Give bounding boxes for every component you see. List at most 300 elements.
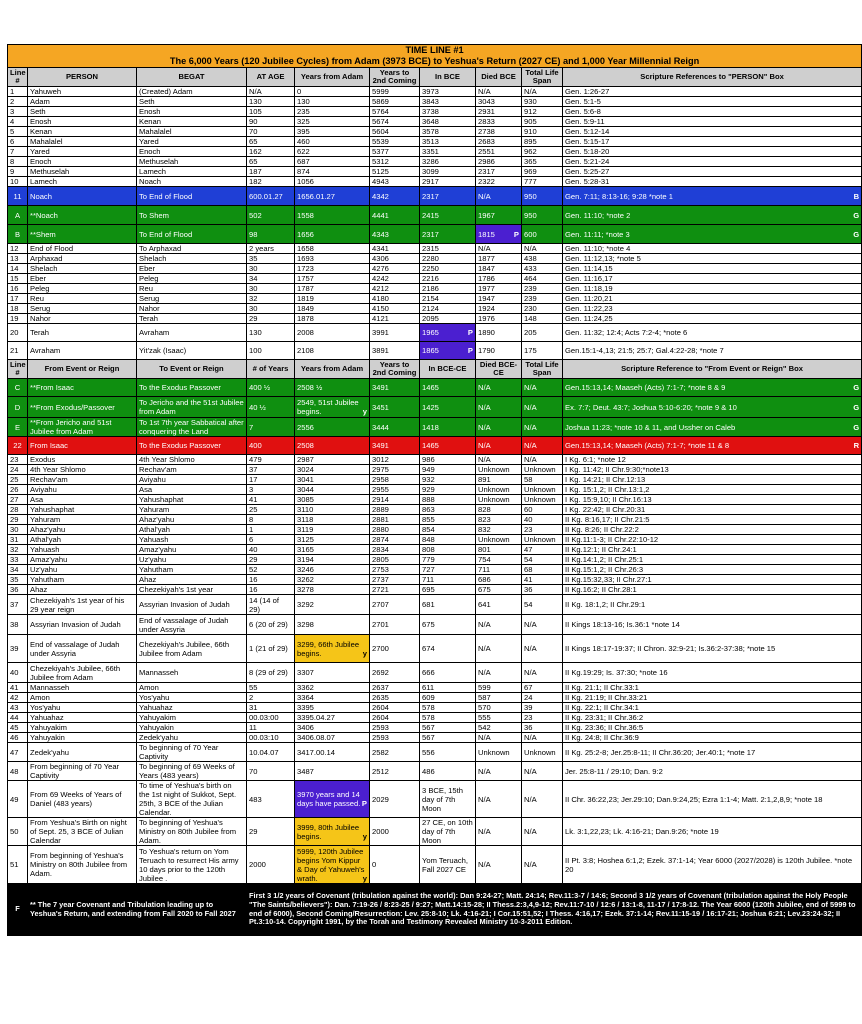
table-row bbox=[8, 254, 862, 264]
cell-text: 600.01.27 bbox=[249, 191, 283, 201]
cell-i bbox=[563, 187, 862, 206]
cell-a bbox=[28, 585, 137, 595]
cell-text: 11 bbox=[249, 723, 257, 732]
cell-text: 30 bbox=[249, 304, 258, 313]
cell-e bbox=[370, 505, 420, 515]
cell-text: Ahaz bbox=[30, 585, 48, 594]
cell-text: 67 bbox=[524, 683, 533, 692]
cell-b bbox=[137, 147, 247, 157]
cell-e bbox=[370, 157, 420, 167]
cell-h bbox=[522, 595, 563, 615]
cell-text: 36 bbox=[10, 585, 19, 594]
cell-text: 17 bbox=[249, 475, 258, 484]
cell-text: 35 bbox=[10, 575, 19, 584]
cell-text: 1 (21 of 29) bbox=[249, 644, 288, 653]
cell-text: 483 bbox=[249, 794, 262, 804]
cell-text: 2317 bbox=[478, 167, 495, 176]
cell-a bbox=[28, 762, 137, 781]
cell-b bbox=[137, 505, 247, 515]
cell-a bbox=[28, 294, 137, 304]
cell-n bbox=[8, 167, 28, 177]
column-header: Died BCE bbox=[476, 68, 522, 87]
footer-tag: F bbox=[8, 884, 28, 936]
cell-text: 666 bbox=[422, 668, 435, 677]
cell-n bbox=[8, 615, 28, 635]
cell-text: 855 bbox=[422, 515, 435, 524]
cell-text: Uz'yahu bbox=[30, 565, 58, 574]
cell-text: II Kg. 18:1,2; II Chr.29:1 bbox=[565, 600, 646, 609]
cell-d bbox=[295, 177, 370, 187]
cell-text: 40 bbox=[249, 545, 258, 554]
cell-c bbox=[247, 147, 295, 157]
cell-i bbox=[563, 575, 862, 585]
cell-text: Yahushaphat bbox=[30, 505, 75, 514]
cell-c bbox=[247, 304, 295, 314]
cell-text: 687 bbox=[297, 157, 310, 166]
cell-text: Gen. 5:18-20 bbox=[565, 147, 610, 156]
cell-h bbox=[522, 525, 563, 535]
cell-g bbox=[476, 846, 522, 884]
cell-text: Methuselah bbox=[139, 157, 179, 166]
cell-f bbox=[420, 304, 476, 314]
cell-f bbox=[420, 485, 476, 495]
cell-text: 3307 bbox=[297, 668, 314, 677]
cell-a bbox=[28, 525, 137, 535]
cell-a bbox=[28, 683, 137, 693]
cell-f bbox=[420, 575, 476, 585]
cell-b bbox=[137, 743, 247, 762]
table-row bbox=[8, 575, 862, 585]
cell-b bbox=[137, 635, 247, 663]
cell-text: 2000 bbox=[372, 827, 389, 836]
cell-f bbox=[420, 495, 476, 505]
cell-text: Gen. 7:11; 8:13-16; 9:28 *note 1 bbox=[565, 191, 673, 201]
cell-d bbox=[295, 515, 370, 525]
cell-text: 1924 bbox=[478, 304, 495, 313]
cell-text: N/A bbox=[478, 383, 491, 392]
table-row bbox=[8, 683, 862, 693]
table-row bbox=[8, 545, 862, 555]
cell-text: 567 bbox=[422, 733, 435, 742]
cell-e bbox=[370, 187, 420, 206]
cell-h bbox=[522, 505, 563, 515]
cell-h bbox=[522, 418, 563, 437]
cell-text: N/A bbox=[478, 455, 491, 464]
cell-text: 2556 bbox=[297, 422, 314, 432]
cell-b bbox=[137, 206, 247, 225]
cell-i bbox=[563, 418, 862, 437]
cell-n bbox=[8, 254, 28, 264]
cell-g bbox=[476, 683, 522, 693]
cell-text: Amaz'yahu bbox=[139, 545, 177, 554]
cell-b bbox=[137, 525, 247, 535]
cell-text: 4150 bbox=[372, 304, 389, 313]
cell-text: N/A bbox=[478, 191, 491, 201]
cell-text: 16 bbox=[249, 585, 258, 594]
cell-text: Gen. 5:12-14 bbox=[565, 127, 610, 136]
cell-c bbox=[247, 781, 295, 818]
cell-text: 18 bbox=[10, 304, 19, 313]
cell-d bbox=[295, 545, 370, 555]
cell-text: 2914 bbox=[372, 495, 389, 504]
cell-text: 874 bbox=[297, 167, 310, 176]
cell-text: 0 bbox=[297, 87, 302, 96]
cell-text: 570 bbox=[478, 703, 491, 712]
cell-text: II Kg. 21:1; II Chr.33:1 bbox=[565, 683, 639, 692]
cell-text: 2874 bbox=[372, 535, 389, 544]
table-row bbox=[8, 525, 862, 535]
table-row bbox=[8, 515, 862, 525]
cell-text: 5674 bbox=[372, 117, 389, 126]
cell-text: Gen. 1:26-27 bbox=[565, 87, 610, 96]
cell-text: 711 bbox=[422, 575, 435, 584]
cell-g bbox=[476, 225, 522, 244]
cell-c bbox=[247, 127, 295, 137]
cell-text: 3292 bbox=[297, 600, 314, 609]
cell-text: 54 bbox=[524, 555, 533, 564]
table-row bbox=[8, 555, 862, 565]
cell-text: 1465 bbox=[422, 383, 439, 392]
cell-text: N/A bbox=[478, 668, 491, 677]
cell-h bbox=[522, 555, 563, 565]
cell-h bbox=[522, 615, 563, 635]
cell-text: 1658 bbox=[297, 244, 314, 253]
cell-text: 854 bbox=[422, 525, 435, 534]
cell-text: I Kg. 22:42; II Chr.20:31 bbox=[565, 505, 646, 514]
cell-text: 2700 bbox=[372, 644, 389, 653]
cell-text: End of Flood bbox=[30, 244, 74, 253]
cell-text: Unknown bbox=[478, 495, 510, 504]
cell-a bbox=[28, 437, 137, 455]
cell-n bbox=[8, 157, 28, 167]
cell-text: Mahalalel bbox=[30, 137, 63, 146]
cell-text: Yahuyakim bbox=[139, 713, 177, 722]
cell-text: 969 bbox=[524, 167, 537, 176]
cell-i bbox=[563, 515, 862, 525]
cell-text: 2582 bbox=[372, 747, 389, 757]
cell-c bbox=[247, 455, 295, 465]
cell-c bbox=[247, 244, 295, 254]
cell-d bbox=[295, 683, 370, 693]
cell-f bbox=[420, 475, 476, 485]
cell-text: 1847 bbox=[478, 264, 495, 273]
cell-f bbox=[420, 585, 476, 595]
cell-text: Peleg bbox=[139, 274, 159, 283]
cell-text: N/A bbox=[524, 827, 537, 836]
cell-text: 4 bbox=[10, 117, 15, 126]
cell-i bbox=[563, 525, 862, 535]
cell-c bbox=[247, 723, 295, 733]
cell-text: B bbox=[14, 229, 21, 239]
marker: P bbox=[361, 799, 367, 808]
cell-text: 26 bbox=[10, 485, 19, 494]
cell-b bbox=[137, 663, 247, 683]
cell-n bbox=[8, 137, 28, 147]
cell-text: 2315 bbox=[422, 244, 439, 253]
cell-d bbox=[295, 743, 370, 762]
cell-g bbox=[476, 137, 522, 147]
cell-text: Ahaz'yahu bbox=[139, 515, 175, 524]
cell-text: **From Isaac bbox=[30, 383, 74, 392]
table-row bbox=[8, 495, 862, 505]
cell-g bbox=[476, 693, 522, 703]
cell-text: 2880 bbox=[372, 525, 389, 534]
cell-text: 1056 bbox=[297, 177, 314, 186]
cell-e bbox=[370, 485, 420, 495]
cell-text: 175 bbox=[524, 346, 537, 355]
cell-n bbox=[8, 703, 28, 713]
cell-e bbox=[370, 713, 420, 723]
cell-h bbox=[522, 455, 563, 465]
cell-text: 7 bbox=[249, 422, 254, 432]
cell-c bbox=[247, 274, 295, 284]
cell-text: N/A bbox=[524, 422, 537, 432]
cell-text: Kenan bbox=[139, 117, 161, 126]
cell-text: 5999 bbox=[372, 87, 389, 96]
cell-text: Arphaxad bbox=[30, 254, 63, 263]
cell-c bbox=[247, 595, 295, 615]
cell-text: Gen. 5:6-8 bbox=[565, 107, 601, 116]
cell-text: Gen.15:1-4,13; 21:5; 25:7; Gal.4:22-28; *note 7 bbox=[565, 346, 724, 355]
cell-c bbox=[247, 437, 295, 455]
cell-n bbox=[8, 177, 28, 187]
column-header: AT AGE bbox=[247, 68, 295, 87]
cell-c bbox=[247, 703, 295, 713]
cell-text: 58 bbox=[524, 475, 533, 484]
marker: y bbox=[362, 831, 367, 841]
cell-h bbox=[522, 397, 563, 418]
cell-i bbox=[563, 743, 862, 762]
cell-text: 2604 bbox=[372, 713, 389, 722]
cell-text: II Kg. 22:1; II Chr.34:1 bbox=[565, 703, 639, 712]
cell-text: 21 bbox=[10, 346, 19, 355]
table-row bbox=[8, 475, 862, 485]
table-row bbox=[8, 485, 862, 495]
column-header: Total Life Span bbox=[522, 68, 563, 87]
cell-text: 32 bbox=[10, 545, 19, 554]
cell-g bbox=[476, 167, 522, 177]
cell-e bbox=[370, 206, 420, 225]
cell-text: 235 bbox=[297, 107, 310, 116]
cell-n bbox=[8, 187, 28, 206]
cell-c bbox=[247, 733, 295, 743]
cell-a bbox=[28, 723, 137, 733]
cell-d bbox=[295, 397, 370, 418]
cell-f bbox=[420, 225, 476, 244]
cell-text: 3487 bbox=[297, 766, 314, 776]
cell-text: 1790 bbox=[478, 346, 495, 355]
cell-d bbox=[295, 284, 370, 294]
cell-text: 3286 bbox=[422, 157, 439, 166]
cell-text: 3012 bbox=[372, 455, 389, 464]
cell-i bbox=[563, 274, 862, 284]
cell-text: 30 bbox=[249, 284, 258, 293]
cell-text: 29 bbox=[249, 555, 258, 564]
cell-n bbox=[8, 97, 28, 107]
cell-g bbox=[476, 818, 522, 846]
cell-text: 00.03:10 bbox=[249, 733, 279, 742]
cell-text: 675 bbox=[422, 620, 435, 629]
cell-text: Yahuram bbox=[139, 505, 170, 514]
cell-a bbox=[28, 254, 137, 264]
cell-text: 7 bbox=[10, 147, 15, 156]
cell-text: 2512 bbox=[372, 766, 389, 776]
column-header: To Event or Reign bbox=[137, 360, 247, 379]
cell-text: 2738 bbox=[478, 127, 495, 136]
cell-text: 4943 bbox=[372, 177, 389, 186]
cell-text: 1877 bbox=[478, 254, 495, 263]
cell-text: 1965 bbox=[422, 328, 439, 337]
cell-text: To the Exodus Passover bbox=[139, 441, 221, 450]
cell-text: Mahalalel bbox=[139, 127, 172, 136]
cell-h bbox=[522, 733, 563, 743]
cell-text: 365 bbox=[524, 157, 537, 166]
cell-text: 41 bbox=[249, 495, 258, 504]
cell-a bbox=[28, 274, 137, 284]
cell-g bbox=[476, 437, 522, 455]
cell-c bbox=[247, 206, 295, 225]
cell-text: II Kg.15:32,33; II Chr.27:1 bbox=[565, 575, 652, 584]
cell-text: Lamech bbox=[139, 167, 167, 176]
cell-text: Yahuahaz bbox=[30, 713, 64, 722]
cell-text: 54 bbox=[524, 600, 533, 609]
cell-h bbox=[522, 693, 563, 703]
cell-d bbox=[295, 713, 370, 723]
cell-f bbox=[420, 97, 476, 107]
cell-text: 42 bbox=[10, 693, 19, 702]
cell-a bbox=[28, 187, 137, 206]
cell-text: 2737 bbox=[372, 575, 389, 584]
cell-n bbox=[8, 127, 28, 137]
cell-b bbox=[137, 703, 247, 713]
cell-c bbox=[247, 397, 295, 418]
cell-b bbox=[137, 555, 247, 565]
cell-text: Gen. 11:20,21 bbox=[565, 294, 613, 303]
cell-b bbox=[137, 167, 247, 177]
cell-a bbox=[28, 733, 137, 743]
cell-text: 2958 bbox=[372, 475, 389, 484]
cell-f bbox=[420, 818, 476, 846]
cell-g bbox=[476, 244, 522, 254]
cell-text: 801 bbox=[478, 545, 491, 554]
cell-n bbox=[8, 525, 28, 535]
cell-text: Terah bbox=[139, 314, 158, 323]
cell-text: Enoch bbox=[30, 157, 52, 166]
cell-f bbox=[420, 167, 476, 177]
cell-text: 37 bbox=[10, 600, 19, 609]
cell-d bbox=[295, 635, 370, 663]
cell-e bbox=[370, 418, 420, 437]
cell-text: 50 bbox=[10, 827, 19, 836]
cell-text: 13 bbox=[10, 254, 19, 263]
cell-d bbox=[295, 187, 370, 206]
cell-text: N/A bbox=[524, 244, 537, 253]
cell-d bbox=[295, 575, 370, 585]
cell-text: 36 bbox=[524, 723, 533, 732]
cell-h bbox=[522, 465, 563, 475]
cell-text: 65 bbox=[249, 157, 258, 166]
cell-text: 486 bbox=[422, 766, 435, 776]
cell-g bbox=[476, 177, 522, 187]
cell-text: 3970 years and 14 days have passed. bbox=[297, 790, 361, 808]
cell-text: 777 bbox=[524, 177, 537, 186]
cell-text: 400 ½ bbox=[249, 383, 271, 392]
cell-text: 2216 bbox=[422, 274, 439, 283]
table-row bbox=[8, 585, 862, 595]
cell-text: 1693 bbox=[297, 254, 314, 263]
table-row bbox=[8, 743, 862, 762]
cell-text: 578 bbox=[422, 713, 435, 722]
cell-c bbox=[247, 713, 295, 723]
cell-text: 2186 bbox=[422, 284, 439, 293]
cell-n bbox=[8, 635, 28, 663]
cell-n bbox=[8, 555, 28, 565]
table-row bbox=[8, 107, 862, 117]
cell-text: Chezekiyah's 1st year bbox=[139, 585, 214, 594]
cell-text: 41 bbox=[524, 575, 533, 584]
cell-text: 2508 bbox=[297, 441, 314, 450]
cell-text: II Kg.14:1,2; II Chr.25:1 bbox=[565, 555, 644, 564]
cell-h bbox=[522, 818, 563, 846]
cell-text: 2124 bbox=[422, 304, 439, 313]
cell-a bbox=[28, 206, 137, 225]
cell-text: 832 bbox=[478, 525, 491, 534]
cell-i bbox=[563, 314, 862, 324]
cell-f bbox=[420, 743, 476, 762]
cell-text: 611 bbox=[422, 683, 435, 692]
cell-n bbox=[8, 475, 28, 485]
cell-text: Zedek'yahu bbox=[139, 733, 179, 742]
cell-text: 182 bbox=[249, 177, 262, 186]
cell-text: 2250 bbox=[422, 264, 439, 273]
cell-g bbox=[476, 743, 522, 762]
cell-text: 239 bbox=[524, 284, 537, 293]
cell-b bbox=[137, 723, 247, 733]
table-row bbox=[8, 379, 862, 397]
cell-c bbox=[247, 663, 295, 683]
cell-text: 3362 bbox=[297, 683, 314, 692]
cell-c bbox=[247, 324, 295, 342]
cell-n bbox=[8, 535, 28, 545]
cell-c bbox=[247, 167, 295, 177]
cell-f bbox=[420, 324, 476, 342]
cell-text: N/A bbox=[524, 402, 537, 412]
cell-e bbox=[370, 465, 420, 475]
cell-b bbox=[137, 565, 247, 575]
cell-c bbox=[247, 535, 295, 545]
cell-text: II Kg. 21:19; II Chr.33:21 bbox=[565, 693, 648, 702]
cell-c bbox=[247, 585, 295, 595]
cell-c bbox=[247, 635, 295, 663]
cell-text: 35 bbox=[249, 254, 258, 263]
cell-text: N/A bbox=[478, 766, 491, 776]
cell-text: 22 bbox=[13, 441, 22, 450]
cell-text: 27 bbox=[10, 495, 19, 504]
cell-text: II Kg.15:1,2; II Chr.26:3 bbox=[565, 565, 644, 574]
table-row bbox=[8, 635, 862, 663]
cell-text: From beginning of Yeshua's Ministry on 80th Jubilee from Adam. bbox=[30, 851, 128, 878]
cell-text: 31 bbox=[249, 703, 258, 712]
cell-text: 15 bbox=[10, 274, 19, 283]
cell-text: To End of Flood bbox=[139, 191, 193, 201]
cell-i bbox=[563, 167, 862, 177]
cell-c bbox=[247, 177, 295, 187]
cell-n bbox=[8, 713, 28, 723]
table-row bbox=[8, 147, 862, 157]
cell-text: 29 bbox=[10, 515, 19, 524]
cell-h bbox=[522, 495, 563, 505]
cell-b bbox=[137, 818, 247, 846]
